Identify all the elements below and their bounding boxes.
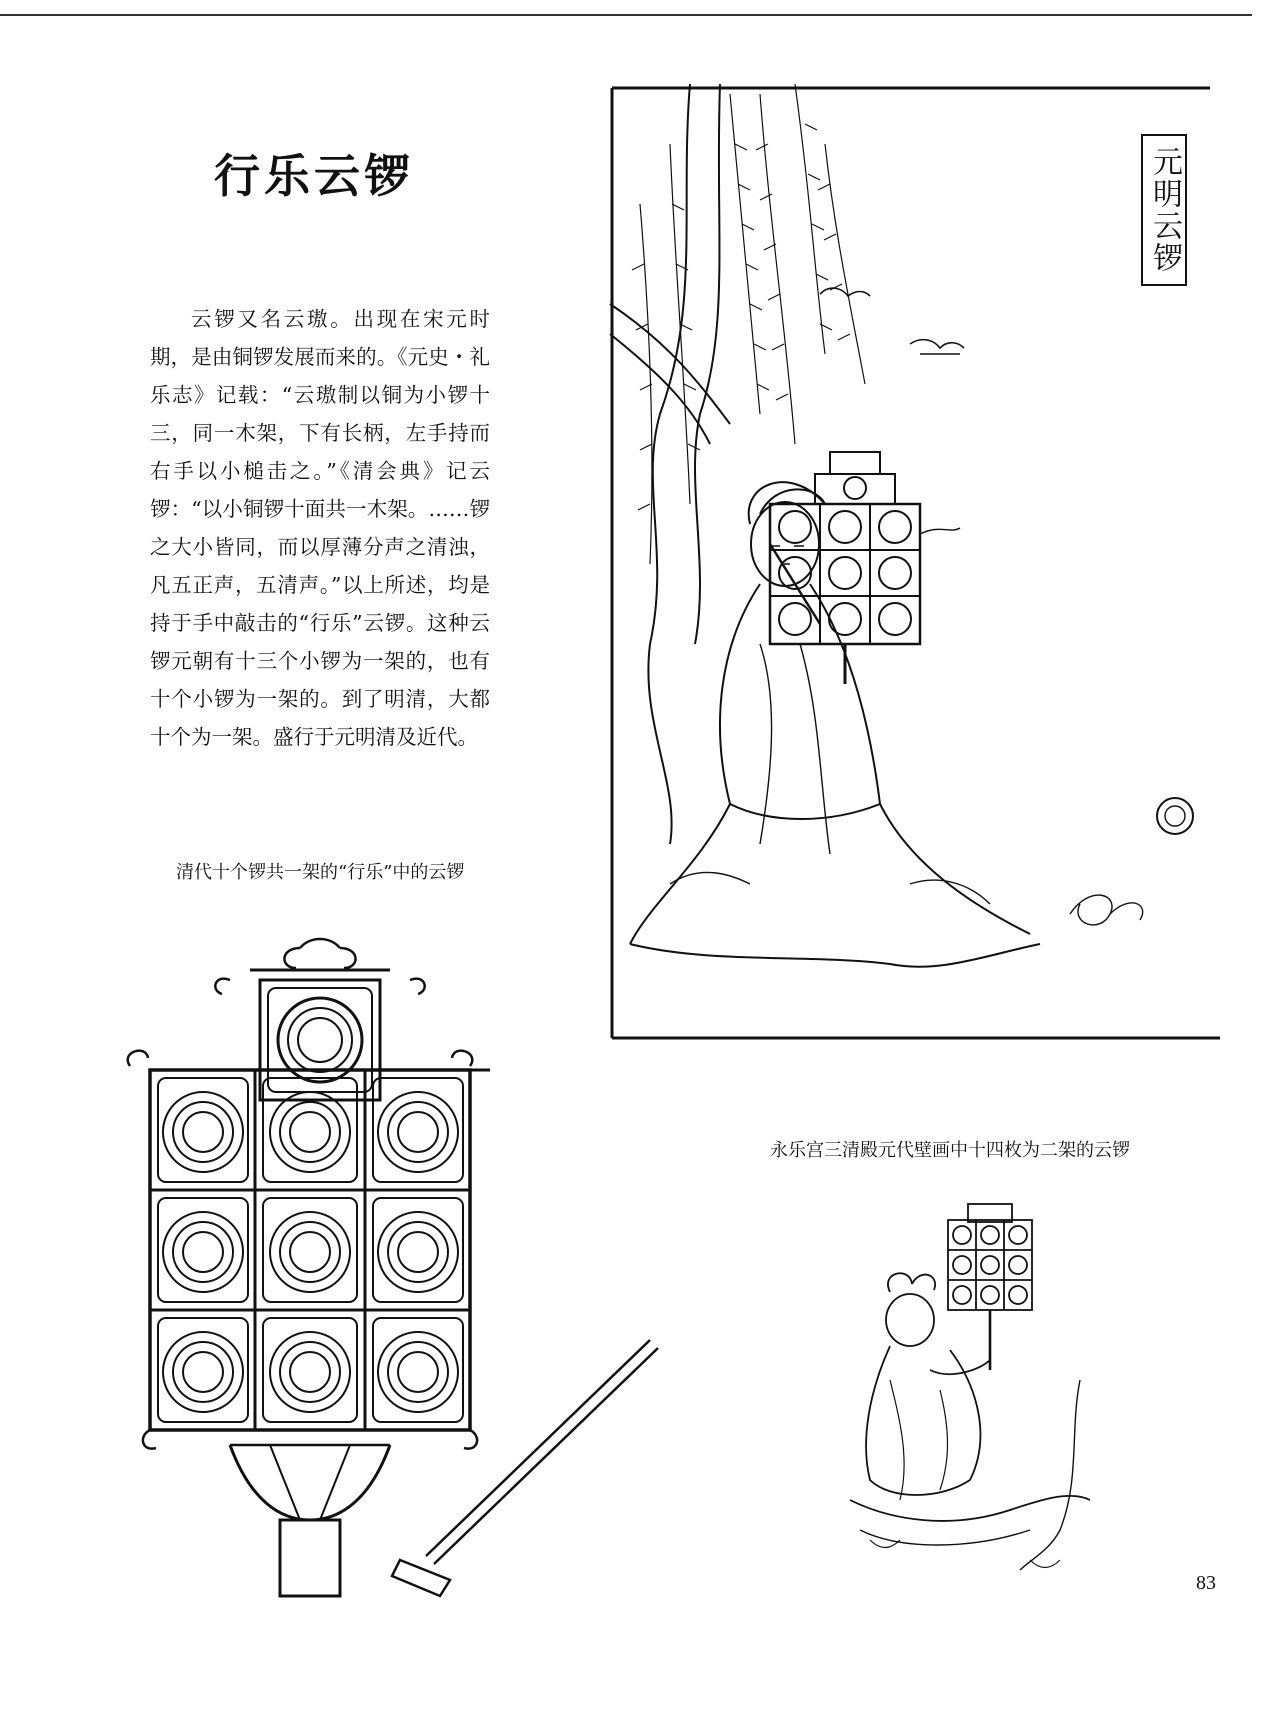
illustration-yunluo-ten-gongs	[130, 940, 670, 1600]
illustration-mural-figure	[830, 1200, 1130, 1590]
caption-qing-yunluo: 清代十个锣共一架的“行乐”中的云锣	[176, 862, 465, 883]
illustration-woman-playing-yunluo	[610, 84, 1220, 1044]
caption-yongle-palace-mural: 永乐宫三清殿元代壁画中十四枚为二架的云锣	[770, 1140, 1130, 1161]
page-number: 83	[1196, 1572, 1216, 1594]
top-rule	[0, 14, 1252, 16]
vertical-title-seal	[1141, 134, 1187, 286]
body-paragraph: 云锣又名云璈。出现在宋元时期，是由铜锣发展而来的。《元史・礼乐志》记载：“云璈制以铜为小锣十三，同一木架，下有长柄，左手持而右手以小槌击之。”《清会典》记云锣：“以小铜锣十面共一木架。……锣之大小皆同，而以厚薄分声之清浊，凡五正声，五清声。”以上所述，均是持于手中敲击的“行乐”云锣。这种云锣元朝有十三个小锣为一架的，也有十个小锣为一架的。到了明清，大都十个为一架。盛行于元明清及近代。	[150, 307, 490, 749]
page-title: 行乐云锣	[214, 149, 414, 203]
seal-text: 元明云锣	[1147, 146, 1182, 274]
